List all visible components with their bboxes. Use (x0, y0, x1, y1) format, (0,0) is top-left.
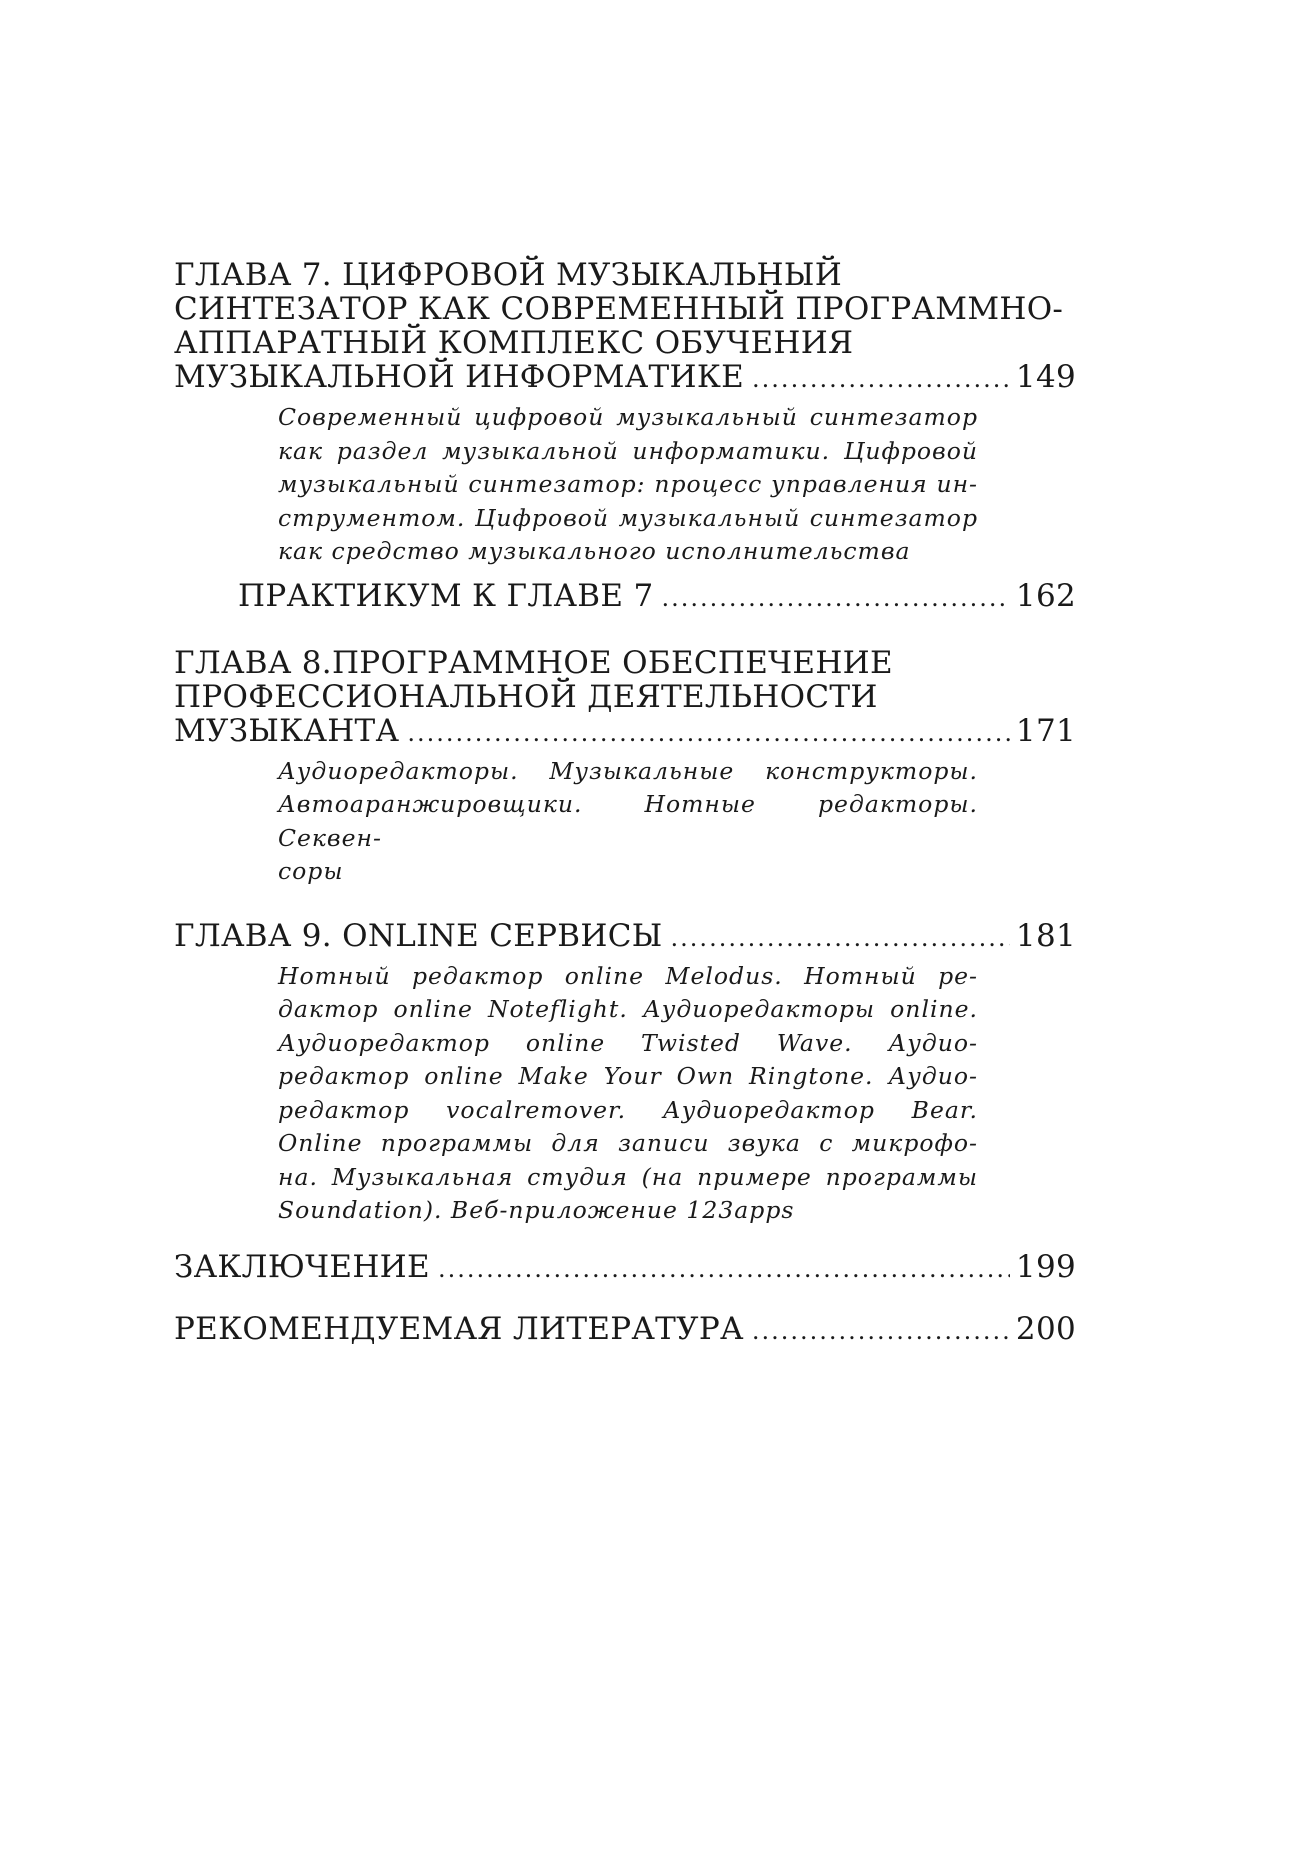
chapter-description: Нотный редактор online Melodus. Нотный ре- дактор online Noteflight. Аудиоредакторы online. Аудиоредактор online Twisted Wave. Аудио- редактор online Make Your Own Ringtone. Аудио- редактор vocalremover. Аудиоредактор Bear. Online программы для записи звука с микрофо- на. Музыкальная студия (на примере программы Soundation). Веб-приложение 123apps (278, 961, 978, 1224)
dot-leader (752, 1314, 1010, 1348)
toc-entry-literature (174, 1312, 1076, 1348)
dot-leader (438, 1252, 1010, 1286)
toc-entry-chapter-8 (174, 646, 1076, 889)
toc-title: ЗАКЛЮЧЕНИЕ (174, 1248, 430, 1285)
toc-title: ГЛАВА 9. ONLINE СЕРВИСЫ (174, 917, 663, 954)
toc-title-line: АППАРАТНЫЙ КОМПЛЕКС ОБУЧЕНИЯ (174, 325, 854, 361)
page-number: 181 (1015, 917, 1076, 954)
toc-title-line: МУЗЫКАНТА (174, 712, 400, 749)
page-number: 149 (1015, 359, 1076, 395)
dot-leader (671, 921, 1010, 955)
dot-leader (661, 581, 1009, 615)
dot-leader (407, 716, 1010, 750)
toc-entry-practicum-7 (238, 579, 1076, 615)
toc-title-line: ПРОФЕССИОНАЛЬНОЙ ДЕЯТЕЛЬНОСТИ (174, 678, 878, 715)
toc-entry-chapter-7 (174, 258, 1076, 569)
page-number: 171 (1015, 712, 1076, 749)
page-number: 162 (1015, 577, 1076, 614)
chapter-description: Современный цифровой музыкальный синтезатор как раздел музыкальной информатики. Цифровой музыкальный синтезатор: процесс управления ин- струментом. Цифровой музыкальный синтезатор как средство музыкального исполнительства (278, 403, 978, 565)
toc-title-line: ГЛАВА 7. ЦИФРОВОЙ МУЗЫКАЛЬНЫЙ (174, 257, 843, 293)
toc-title-line: СИНТЕЗАТОР КАК СОВРЕМЕННЫЙ ПРОГРАММНО- (174, 291, 1064, 327)
toc-entry-chapter-9 (174, 919, 1076, 1228)
chapter-description: Аудиоредакторы. Музыкальные конструкторы. Автоаранжировщики. Нотные редакторы. Секвен- соры (278, 756, 978, 885)
toc-title-line: ГЛАВА 8.ПРОГРАММНОЕ ОБЕСПЕЧЕНИЕ (174, 644, 893, 681)
table-of-contents (174, 258, 1076, 1348)
toc-title: РЕКОМЕНДУЕМАЯ ЛИТЕРАТУРА (174, 1310, 744, 1347)
page-number: 200 (1015, 1310, 1076, 1347)
page-number: 199 (1015, 1248, 1076, 1285)
dot-leader (752, 362, 1010, 396)
toc-entry-conclusion (174, 1250, 1076, 1286)
toc-title: ПРАКТИКУМ К ГЛАВЕ 7 (238, 577, 654, 614)
toc-title-line: МУЗЫКАЛЬНОЙ ИНФОРМАТИКЕ (174, 359, 745, 395)
